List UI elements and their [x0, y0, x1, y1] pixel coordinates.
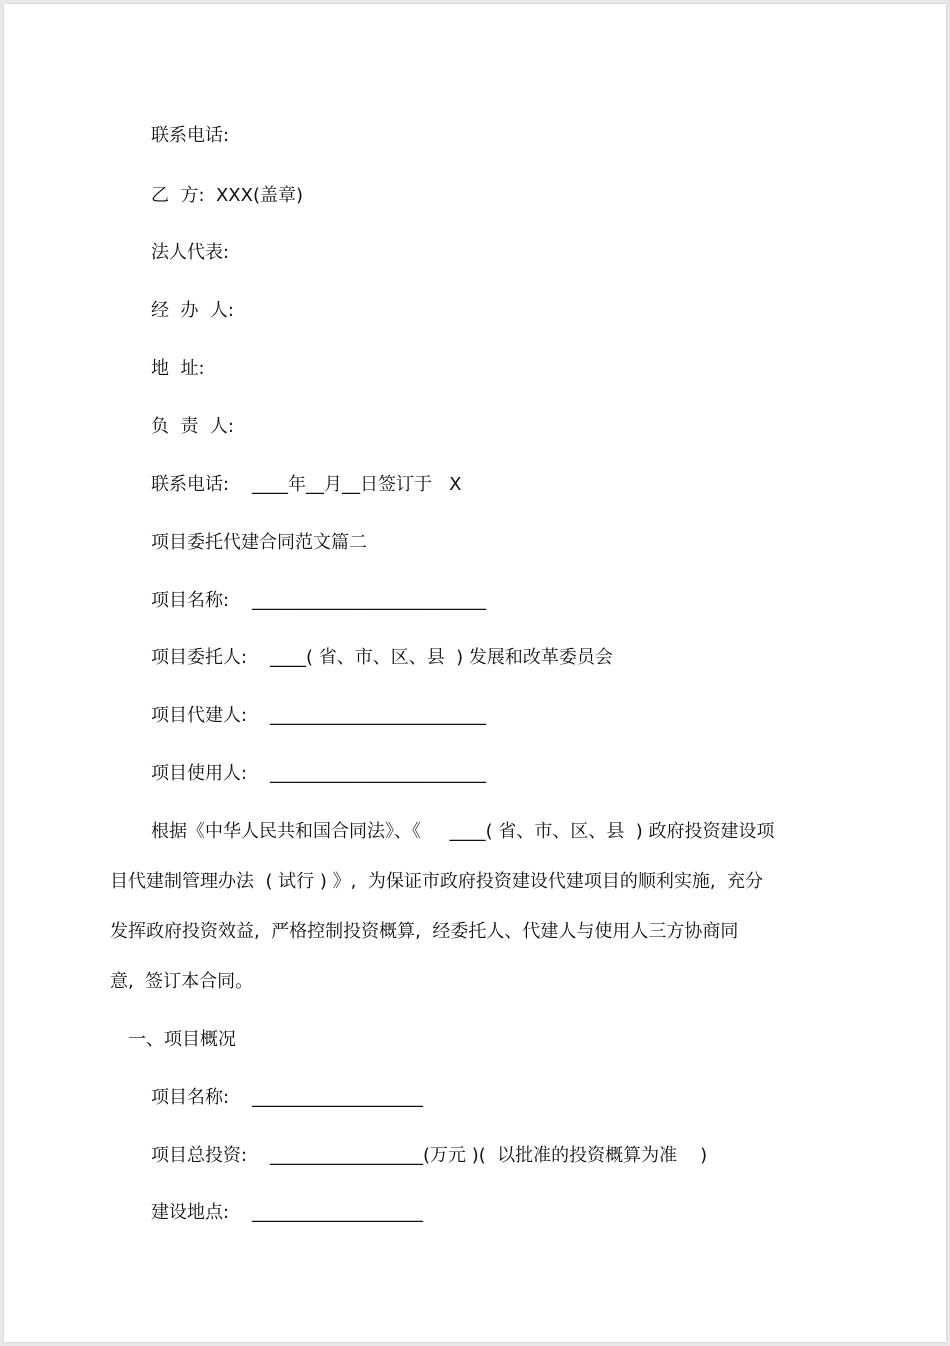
project-name-line: 项目名称: __________________________ — [151, 590, 486, 611]
construction-site-line: 建设地点: ___________________ — [151, 1202, 423, 1223]
signing-date-line: 联系电话: ____年__月__日签订于 X — [151, 474, 462, 495]
project-name-line-2: 项目名称: ___________________ — [151, 1087, 423, 1108]
address-line: 地 址: — [151, 358, 205, 379]
paragraph-line: 意, 签订本合同。 — [110, 971, 254, 992]
total-investment-line: 项目总投资: _________________(万元 )( 以批准的投资概算为准 ) — [151, 1145, 708, 1166]
contact-phone-label: 联系电话: — [151, 125, 230, 146]
project-agent-line: 项目代建人: ________________________ — [151, 705, 486, 726]
paragraph-line: 目代建制管理办法 ( 试行 ) 》, 为保证市政府投资建设代建项目的顺利实施, 充分 — [110, 871, 763, 892]
legal-representative-line: 法人代表: — [151, 242, 230, 263]
section-heading: 项目委托代建合同范文篇二 — [151, 532, 367, 553]
document-page — [4, 4, 946, 1342]
section-one-heading: 一、项目概况 — [128, 1029, 236, 1050]
party-b-line: 乙 方: XXX(盖章) — [151, 185, 303, 206]
project-user-line: 项目使用人: ________________________ — [151, 763, 486, 784]
paragraph-line: 发挥政府投资效益, 严格控制投资概算, 经委托人、代建人与使用人三方协商同 — [110, 921, 739, 942]
handler-line: 经 办 人: — [151, 300, 234, 321]
person-in-charge-line: 负 责 人: — [151, 416, 234, 437]
paragraph-line: 根据《中华人民共和国合同法》、《 ____( 省、市、区、县 ) 政府投资建设项 — [151, 821, 775, 842]
project-principal-line: 项目委托人: ____( 省、市、区、县 ) 发展和改革委员会 — [151, 647, 613, 668]
